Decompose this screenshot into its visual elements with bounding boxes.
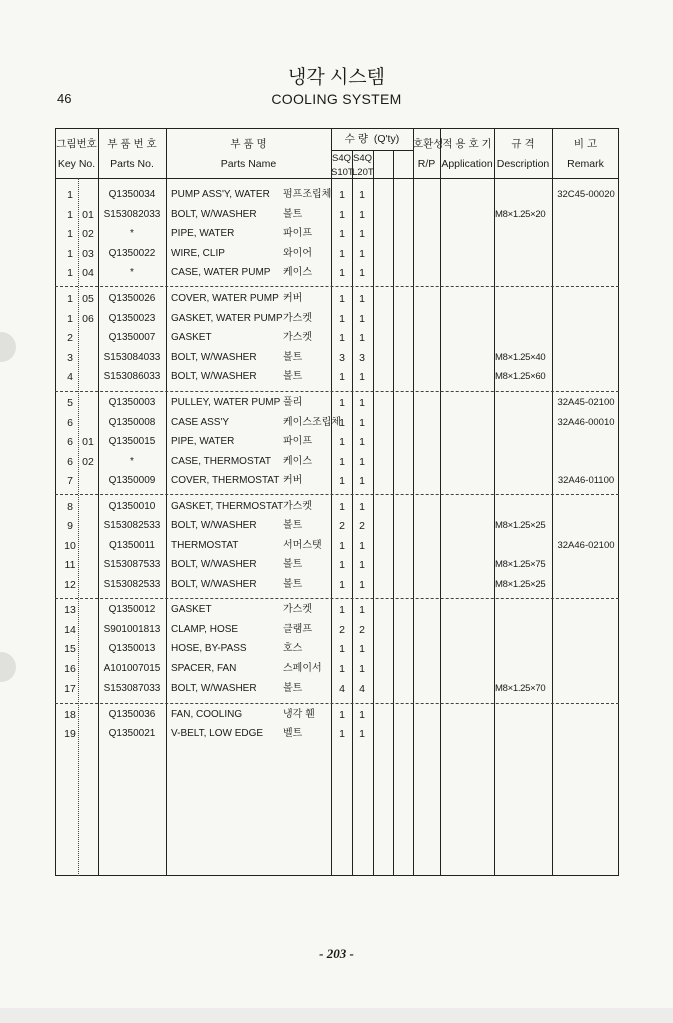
cell-name: BOLT, W/WASHER: [171, 520, 257, 531]
cell-sub: 05: [82, 293, 94, 305]
cell-name: GASKET: [171, 332, 212, 343]
group-separator: [55, 494, 619, 495]
cell-q2: 1: [359, 267, 365, 279]
cell-key: 1: [67, 293, 73, 305]
cell-part: S901001813: [103, 624, 161, 635]
cell-key: 9: [67, 520, 73, 532]
cell-q1: 1: [339, 313, 345, 325]
header-model1: S4Q S10T: [331, 153, 354, 178]
cell-part: Q1350009: [108, 475, 156, 486]
cell-q1: 1: [339, 643, 345, 655]
table-row: [55, 186, 619, 205]
cell-name: V-BELT, LOW EDGE: [171, 728, 264, 739]
cell-key: 15: [64, 643, 76, 655]
header-application: 적 용 호 기 Application: [441, 138, 493, 170]
cell-ko: 벨트: [283, 728, 303, 739]
cell-ko: 볼트: [283, 520, 303, 531]
cell-key: 1: [67, 209, 73, 221]
cell-q2: 1: [359, 559, 365, 571]
cell-q2: 3: [359, 352, 365, 364]
group-separator: [55, 286, 619, 287]
cell-desc: M8×1.25×25: [495, 579, 546, 590]
cell-part: S153087533: [103, 559, 161, 570]
cell-q1: 1: [339, 475, 345, 487]
cell-part: Q1350007: [108, 332, 156, 343]
cell-desc: M8×1.25×40: [495, 352, 546, 363]
cell-q2: 1: [359, 228, 365, 240]
cell-ko: 파이프: [283, 436, 312, 447]
cell-q1: 3: [339, 352, 345, 364]
cell-ko: 볼트: [283, 559, 303, 570]
cell-q1: 1: [339, 501, 345, 513]
table-row: [55, 206, 619, 225]
cell-part: Q1350036: [108, 709, 156, 720]
qty-divider: [331, 150, 413, 151]
table-row: [55, 349, 619, 368]
cell-name: CASE ASS'Y: [171, 417, 230, 428]
cell-rem: 32C45-00020: [557, 189, 615, 200]
cell-name: THERMOSTAT: [171, 540, 239, 551]
cell-ko: 스페이서: [283, 663, 322, 674]
cell-q2: 1: [359, 417, 365, 429]
cell-q2: 1: [359, 604, 365, 616]
cell-key: 6: [67, 417, 73, 429]
cell-desc: M8×1.25×25: [495, 520, 546, 531]
cell-q1: 4: [339, 683, 345, 695]
cell-name: COVER, THERMOSTAT: [171, 475, 280, 486]
table-row: [55, 660, 619, 679]
page-title-korean: 냉각 시스템: [287, 67, 386, 88]
cell-q2: 1: [359, 728, 365, 740]
cell-part: Q1350013: [108, 643, 156, 654]
cell-q2: 1: [359, 332, 365, 344]
cell-key: 3: [67, 352, 73, 364]
cell-q2: 2: [359, 520, 365, 532]
cell-name: FAN, COOLING: [171, 709, 243, 720]
cell-sub: 03: [82, 248, 94, 260]
cell-part: Q1350026: [108, 293, 156, 304]
cell-key: 12: [64, 579, 76, 591]
cell-q2: 1: [359, 436, 365, 448]
cell-name: BOLT, W/WASHER: [171, 683, 257, 694]
cell-ko: 볼트: [283, 209, 303, 220]
cell-name: GASKET, WATER PUMP: [171, 313, 283, 324]
table-row: [55, 310, 619, 329]
table-row: [55, 329, 619, 348]
cell-part: S153086033: [103, 371, 161, 382]
cell-ko: 가스켓: [283, 313, 312, 324]
cell-q1: 1: [339, 663, 345, 675]
cell-part: Q1350003: [108, 397, 156, 408]
cell-ko: 클램프: [283, 624, 312, 635]
cell-part: *: [130, 228, 134, 239]
cell-key: 17: [64, 683, 76, 695]
cell-ko: 케이스조립체: [283, 417, 341, 428]
table-row: [55, 601, 619, 620]
cell-q2: 1: [359, 397, 365, 409]
table-row: [55, 368, 619, 387]
group-separator: [55, 598, 619, 599]
cell-part: A101007015: [103, 663, 161, 674]
table-row: [55, 640, 619, 659]
cell-q1: 1: [339, 417, 345, 429]
punch-hole-bottom: [0, 652, 16, 682]
cell-rem: 32A46-02100: [557, 540, 615, 551]
table-row: [55, 725, 619, 744]
cell-name: BOLT, W/WASHER: [171, 352, 257, 363]
cell-key: 5: [67, 397, 73, 409]
cell-q1: 1: [339, 371, 345, 383]
cell-name: COVER, WATER PUMP: [171, 293, 279, 304]
cell-q1: 1: [339, 228, 345, 240]
cell-q2: 1: [359, 579, 365, 591]
cell-sub: 02: [82, 228, 94, 240]
table-row: [55, 290, 619, 309]
cell-q1: 2: [339, 624, 345, 636]
cell-q2: 2: [359, 624, 365, 636]
cell-desc: M8×1.25×20: [495, 209, 546, 220]
cell-part: *: [130, 456, 134, 467]
cell-rem: 32A46-01100: [557, 475, 615, 486]
cell-ko: 케이스: [283, 267, 312, 278]
cell-key: 19: [64, 728, 76, 740]
cell-name: PULLEY, WATER PUMP: [171, 397, 281, 408]
cell-part: S153082033: [103, 209, 161, 220]
cell-q1: 1: [339, 604, 345, 616]
header-description: 규 격 Description: [496, 138, 550, 170]
table-row: [55, 680, 619, 699]
cell-ko: 서머스탯: [283, 540, 322, 551]
cell-q1: 1: [339, 436, 345, 448]
cell-part: S153087033: [103, 683, 161, 694]
cell-ko: 가스켓: [283, 332, 312, 343]
cell-ko: 냉각 휀: [283, 709, 315, 720]
cell-ko: 커버: [283, 475, 303, 486]
table-row: [55, 225, 619, 244]
cell-q1: 1: [339, 559, 345, 571]
table-row: [55, 414, 619, 433]
cell-ko: 풀리: [283, 397, 303, 408]
cell-q2: 1: [359, 663, 365, 675]
cell-part: Q1350010: [108, 501, 156, 512]
cell-name: PIPE, WATER: [171, 436, 235, 447]
cell-ko: 케이스: [283, 456, 312, 467]
cell-part: Q1350034: [108, 189, 156, 200]
cell-part: S153082533: [103, 520, 161, 531]
cell-ko: 볼트: [283, 683, 303, 694]
table-row: [55, 264, 619, 283]
cell-key: 2: [67, 332, 73, 344]
header-rp: 호환성 R/P: [413, 138, 444, 170]
cell-part: Q1350008: [108, 417, 156, 428]
cell-name: CLAMP, HOSE: [171, 624, 239, 635]
cell-sub: 06: [82, 313, 94, 325]
cell-key: 10: [64, 540, 76, 552]
group-separator: [55, 703, 619, 704]
cell-ko: 가스켓: [283, 501, 312, 512]
header-model2: S4Q L20T: [352, 153, 374, 178]
cell-sub: 02: [82, 456, 94, 468]
cell-q1: 1: [339, 293, 345, 305]
table-row: [55, 517, 619, 536]
cell-part: Q1350015: [108, 436, 156, 447]
cell-q2: 1: [359, 501, 365, 513]
cell-name: SPACER, FAN: [171, 663, 237, 674]
cell-key: 6: [67, 436, 73, 448]
cell-desc: M8×1.25×75: [495, 559, 546, 570]
cell-name: CASE, WATER PUMP: [171, 267, 271, 278]
table-row: [55, 706, 619, 725]
cell-ko: 볼트: [283, 352, 303, 363]
cell-part: *: [130, 267, 134, 278]
header-name: 부 품 명 Parts Name: [220, 138, 277, 170]
cell-name: CASE, THERMOSTAT: [171, 456, 272, 467]
cell-rem: 32A45-02100: [557, 397, 615, 408]
cell-sub: 01: [82, 209, 94, 221]
table-row: [55, 245, 619, 264]
cell-desc: M8×1.25×70: [495, 683, 546, 694]
cell-ko: 호스: [283, 643, 303, 654]
cell-key: 6: [67, 456, 73, 468]
cell-q1: 1: [339, 579, 345, 591]
cell-name: BOLT, W/WASHER: [171, 559, 257, 570]
cell-ko: 가스켓: [283, 604, 312, 615]
cell-key: 8: [67, 501, 73, 513]
cell-part: S153084033: [103, 352, 161, 363]
cell-name: PUMP ASS'Y, WATER: [171, 189, 270, 200]
cell-key: 1: [67, 248, 73, 260]
cell-q1: 1: [339, 540, 345, 552]
cell-rem: 32A46-00010: [557, 417, 615, 428]
cell-q2: 4: [359, 683, 365, 695]
cell-key: 4: [67, 371, 73, 383]
cell-part: Q1350012: [108, 604, 156, 615]
cell-q1: 1: [339, 397, 345, 409]
cell-part: S153082533: [103, 579, 161, 590]
cell-name: BOLT, W/WASHER: [171, 209, 257, 220]
cell-key: 13: [64, 604, 76, 616]
table-row: [55, 537, 619, 556]
page-footer: - 203 -: [319, 946, 354, 961]
cell-q2: 1: [359, 709, 365, 721]
cell-part: Q1350022: [108, 248, 156, 259]
cell-name: WIRE, CLIP: [171, 248, 225, 259]
cell-ko: 커버: [283, 293, 303, 304]
cell-part: Q1350021: [108, 728, 156, 739]
cell-key: 18: [64, 709, 76, 721]
page-title: COOLING SYSTEM: [271, 91, 402, 107]
table-row: [55, 556, 619, 575]
cell-key: 7: [67, 475, 73, 487]
header-qty: 수 량 (Q'ty): [344, 133, 400, 145]
cell-ko: 볼트: [283, 579, 303, 590]
cell-name: GASKET: [171, 604, 212, 615]
scan-edge: [0, 1008, 673, 1023]
cell-ko: 볼트: [283, 371, 303, 382]
cell-q1: 1: [339, 248, 345, 260]
cell-name: GASKET, THERMOSTAT: [171, 501, 284, 512]
cell-part: Q1350011: [109, 540, 155, 551]
table-row: [55, 498, 619, 517]
cell-q2: 1: [359, 248, 365, 260]
cell-name: PIPE, WATER: [171, 228, 235, 239]
cell-q1: 1: [339, 456, 345, 468]
cell-q1: 1: [339, 728, 345, 740]
table-row: [55, 472, 619, 491]
cell-key: 1: [67, 228, 73, 240]
cell-name: BOLT, W/WASHER: [171, 371, 257, 382]
cell-q2: 1: [359, 293, 365, 305]
cell-q1: 2: [339, 520, 345, 532]
header-key: 그림번호 Key No.: [56, 138, 97, 170]
table-row: [55, 394, 619, 413]
cell-key: 1: [67, 313, 73, 325]
cell-q2: 1: [359, 209, 365, 221]
cell-key: 14: [64, 624, 76, 636]
cell-ko: 와이어: [283, 248, 312, 259]
cell-q2: 1: [359, 643, 365, 655]
cell-q2: 1: [359, 475, 365, 487]
cell-q1: 1: [339, 189, 345, 201]
cell-name: HOSE, BY-PASS: [171, 643, 247, 654]
table-row: [55, 621, 619, 640]
cell-q1: 1: [339, 209, 345, 221]
punch-hole-top: [0, 332, 16, 362]
cell-sub: 01: [82, 436, 94, 448]
cell-q1: 1: [339, 332, 345, 344]
cell-q2: 1: [359, 189, 365, 201]
cell-q2: 1: [359, 540, 365, 552]
cell-ko: 파이프: [283, 228, 312, 239]
cell-key: 1: [67, 267, 73, 279]
table-row: [55, 576, 619, 595]
cell-desc: M8×1.25×60: [495, 371, 546, 382]
table-row: [55, 453, 619, 472]
cell-q1: 1: [339, 709, 345, 721]
cell-key: 1: [67, 189, 73, 201]
cell-sub: 04: [82, 267, 94, 279]
page-number: 46: [57, 91, 72, 106]
cell-name: BOLT, W/WASHER: [171, 579, 257, 590]
cell-part: Q1350023: [108, 313, 156, 324]
cell-key: 11: [64, 559, 76, 571]
cell-q2: 1: [359, 313, 365, 325]
table-row: [55, 433, 619, 452]
cell-ko: 펌프조립체: [283, 189, 332, 200]
cell-q1: 1: [339, 267, 345, 279]
header-part: 부 품 번 호 Parts No.: [107, 138, 157, 170]
cell-key: 16: [64, 663, 76, 675]
cell-q2: 1: [359, 371, 365, 383]
header-remark: 비 고 Remark: [567, 138, 604, 170]
group-separator: [55, 391, 619, 392]
cell-q2: 1: [359, 456, 365, 468]
